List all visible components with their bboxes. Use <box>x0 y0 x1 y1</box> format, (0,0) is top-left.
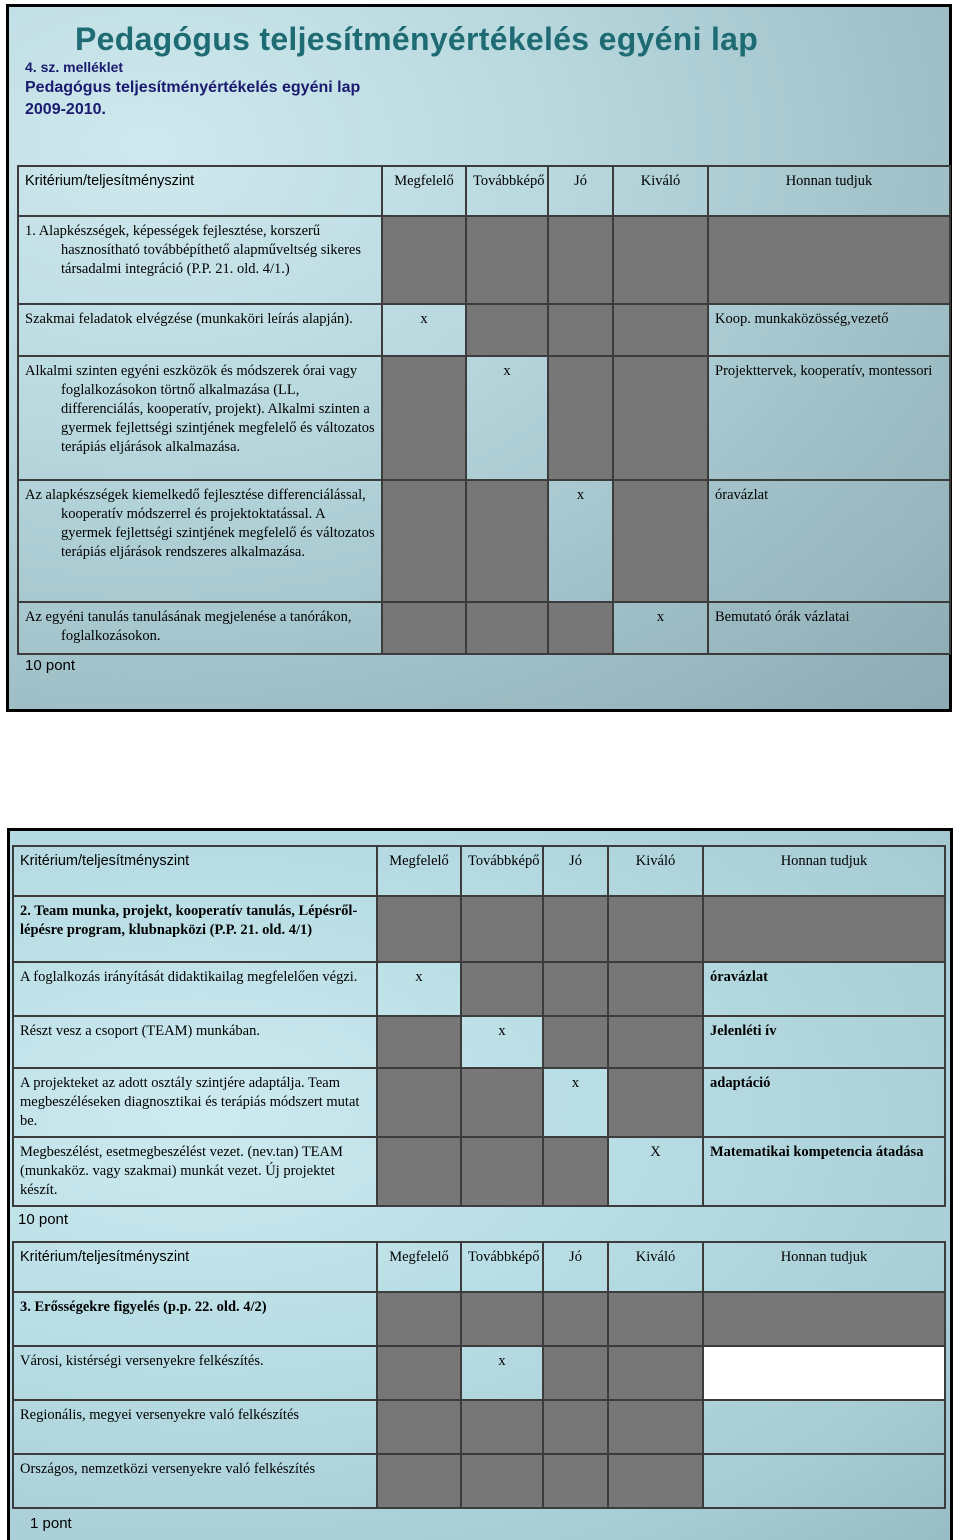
points-label: 10 pont <box>25 657 76 674</box>
table-row <box>13 1068 945 1137</box>
mark-megfelelo: x <box>382 304 466 356</box>
table-row <box>18 216 950 304</box>
row-criterion: Városi, kistérségi versenyekre felkészítés. <box>13 1346 377 1400</box>
header-col-jo: Jó <box>543 1242 608 1292</box>
header-col-jo: Jó <box>548 166 613 216</box>
row-source <box>703 1346 945 1400</box>
table-row <box>13 1016 945 1068</box>
row-source: Jelenléti ív <box>703 1016 945 1068</box>
row-source <box>703 1454 945 1508</box>
row-criterion: Megbeszélést, esetmegbeszélést vezet. (nev.tan) TEAM (munkaköz. vagy szakmai) munkát vezet. Új projektet készít. <box>13 1137 377 1206</box>
header-col-jo: Jó <box>543 846 608 896</box>
header-col-source: Honnan tudjuk <box>703 1242 945 1292</box>
header-col-source: Honnan tudjuk <box>708 166 950 216</box>
row-source: óravázlat <box>703 962 945 1016</box>
row-text: Alkalmi szinten egyéni eszközök és módszerek órai vagy foglalkozásokon törtnő alkalmazása (LL, differenciálás, kooperatív, projekt). Alkalmi szinten a gyermek fejlettségi szintjének megfelelő és változatos terápiás eljárások alkalmazása. <box>25 363 375 455</box>
header-col-kivalo: Kiváló <box>608 846 703 896</box>
row-criterion: Regionális, megyei versenyekre való felkészítés <box>13 1400 377 1454</box>
row-source-text: Projekttervek, kooperatív, montessori <box>715 363 933 379</box>
header-criterion: Kritérium/teljesítményszint <box>13 1242 377 1292</box>
table-row <box>18 480 950 602</box>
row-criterion <box>18 480 382 602</box>
row-source: adaptáció <box>703 1068 945 1137</box>
header-col-kivalo: Kiváló <box>608 1242 703 1292</box>
table-row <box>13 1346 945 1400</box>
header-col-megfelelo: Megfelelő <box>377 846 461 896</box>
row-criterion: Országos, nemzetközi versenyekre való felkészítés <box>13 1454 377 1508</box>
evaluation-table-1 <box>17 165 951 655</box>
school-year: 2009-2010. <box>25 101 106 118</box>
row-criterion: 2. Team munka, projekt, kooperatív tanulás, Lépésről- lépésre program, klubnapközi (P.P. 21. old. 4/1) <box>13 896 377 962</box>
row-source: Matematikai kompetencia átadása <box>703 1137 945 1206</box>
header-col-tovabbkepo: Továbbképő <box>461 1242 543 1292</box>
table-header-row <box>13 846 945 896</box>
table-row <box>13 1292 945 1346</box>
table-row <box>18 602 950 654</box>
row-criterion: 3. Erősségekre figyelés (p.p. 22. old. 4/2) <box>13 1292 377 1346</box>
mark-jo: x <box>548 480 613 602</box>
row-text: Az egyéni tanulás tanulásának megjelenése a tanórákon, foglalkozásokon. <box>25 609 352 644</box>
header-criterion: Kritérium/teljesítményszint <box>13 846 377 896</box>
points-label: 10 pont <box>18 1211 69 1228</box>
row-criterion <box>18 304 382 356</box>
evaluation-table-2 <box>12 845 946 1207</box>
row-text: Az alapkészségek kiemelkedő fejlesztése differenciálással, kooperatív módszerrel és projektoktatással. A gyermek fejlettségi szintjének megfelelő és változatos terápiás eljárások rendszeres alkalmazása. <box>25 487 375 560</box>
row-criterion: Részt vesz a csoport (TEAM) munkában. <box>13 1016 377 1068</box>
table-row <box>13 896 945 962</box>
table-header-row <box>13 1242 945 1292</box>
row-source <box>703 1400 945 1454</box>
header-col-kivalo: Kiváló <box>613 166 708 216</box>
mark-tovabbkepo: x <box>461 1016 543 1068</box>
slide-title: Pedagógus teljesítményértékelés egyéni lap <box>75 21 759 57</box>
points-label: 1 pont <box>30 1515 72 1532</box>
header-col-megfelelo: Megfelelő <box>382 166 466 216</box>
table-row <box>13 1454 945 1508</box>
annex-label: 4. sz. melléklet <box>25 59 124 75</box>
table-row <box>13 962 945 1016</box>
row-source: Koop. munkaközösség,vezető <box>708 304 950 356</box>
evaluation-table-3 <box>12 1241 946 1509</box>
header-col-megfelelo: Megfelelő <box>377 1242 461 1292</box>
mark-kivalo: x <box>613 602 708 654</box>
row-criterion <box>18 602 382 654</box>
table-row <box>13 1400 945 1454</box>
header-col-tovabbkepo: Továbbképő <box>461 846 543 896</box>
slide-2 <box>7 828 953 1540</box>
header-criterion: Kritérium/teljesítményszint <box>18 166 382 216</box>
mark-tovabbkepo: x <box>461 1346 543 1400</box>
table-row <box>18 356 950 480</box>
mark-kivalo: X <box>608 1137 703 1206</box>
mark-jo: x <box>543 1068 608 1137</box>
header-col-tovabbkepo: Továbbképő <box>466 166 548 216</box>
slide-1 <box>6 4 952 712</box>
row-source <box>708 356 950 480</box>
table-row <box>13 1137 945 1206</box>
mark-tovabbkepo: x <box>466 356 548 480</box>
row-criterion: A foglalkozás irányítását didaktikailag megfelelően végzi. <box>13 962 377 1016</box>
row-criterion: A projekteket az adott osztály szintjére adaptálja. Team megbeszéléseken diagnosztikai és terápiás módszert mutat be. <box>13 1068 377 1137</box>
row-source: Bemutató órák vázlatai <box>708 602 950 654</box>
table-row <box>18 304 950 356</box>
header-col-source: Honnan tudjuk <box>703 846 945 896</box>
row-criterion <box>18 216 382 304</box>
row-text: Szakmai feladatok elvégzése (munkaköri leírás alapján). <box>25 311 353 327</box>
row-source: óravázlat <box>708 480 950 602</box>
mark-megfelelo: x <box>377 962 461 1016</box>
row-criterion <box>18 356 382 480</box>
table-header-row <box>18 166 950 216</box>
row-text: 1. Alapkészségek, képességek fejlesztése, korszerű hasznosítható továbbépíthető alapműveltség sikeres társadalmi integráció (P.P. 21. old. 4/1.) <box>25 223 361 277</box>
sheet-title: Pedagógus teljesítményértékelés egyéni lap <box>25 79 361 96</box>
